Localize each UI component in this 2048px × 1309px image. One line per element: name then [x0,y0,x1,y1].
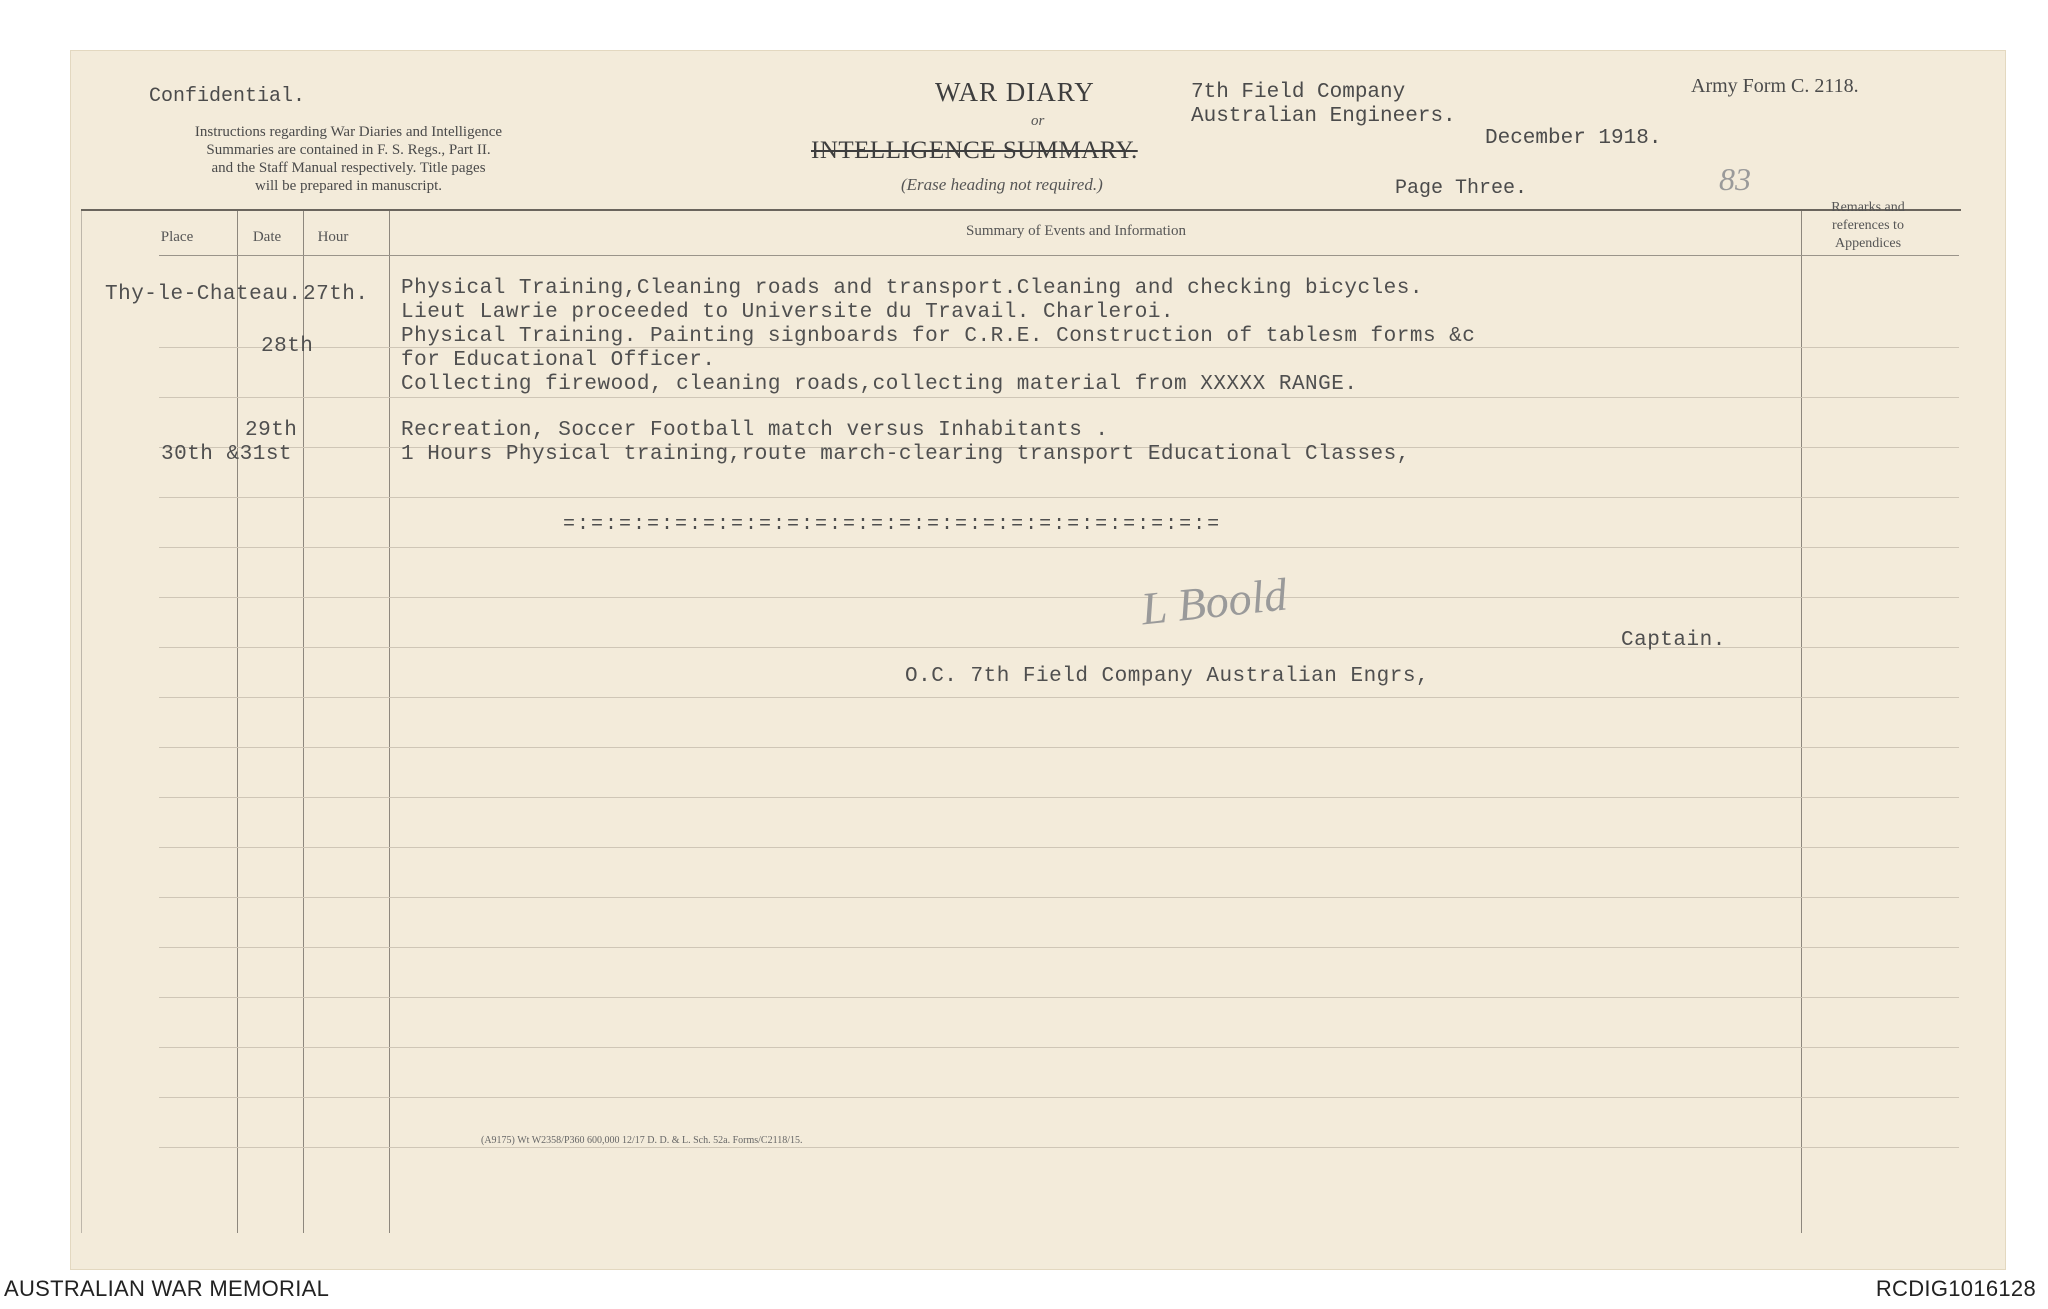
ruled-line [159,747,1959,748]
erase-heading-note: (Erase heading not required.) [901,175,1103,194]
instructions-line: Instructions regarding War Diaries and Intelligence [194,124,503,140]
ruled-line [159,597,1959,598]
column-divider-remarks [1801,211,1802,1233]
ruled-line [159,1097,1959,1098]
entry-text: Physical Training,Cleaning roads and transport.Cleaning and checking bicycles. [401,277,1423,300]
entry-text: for Educational Officer. [401,349,716,372]
title-intelligence-summary: INTELLIGENCE SUMMARY. [811,137,1138,164]
entry-text: Recreation, Soccer Football match versus Inhabitants . [401,419,1109,442]
column-divider-date [237,211,238,1233]
printer-imprint: (A9175) Wt W2358/P360 600,000 12/17 D. D. & L. Sch. 52a. Forms/C2118/15. [481,1135,803,1146]
ruled-line [159,947,1959,948]
entry-date: 30th &31st [161,443,293,466]
ruled-line [159,847,1959,848]
page-label: Page Three. [1395,177,1528,200]
unit-line-1: 7th Field Company [1191,81,1406,104]
unit-line-2: Australian Engineers. [1191,105,1456,128]
ruled-line [159,1147,1959,1148]
column-head-date: Date [252,229,282,245]
entry-date: 27th. [303,283,369,306]
header-rule [81,209,1961,211]
column-head-hour: Hour [317,229,349,245]
ruled-line [159,547,1959,548]
ruled-line [159,1047,1959,1048]
month-label: December 1918. [1485,127,1662,150]
ruled-line [159,997,1959,998]
instructions-line: Summaries are contained in F. S. Regs., Part II. [206,142,491,158]
title-or: or [1031,113,1045,129]
entry-text: Collecting firewood, cleaning roads,collecting material from XXXXX RANGE. [401,373,1358,396]
entry-date: 29th [245,419,298,442]
column-divider-hour [303,211,304,1233]
entry-text: Physical Training. Painting signboards for C.R.E. Construction of tablesm forms &c [401,325,1476,348]
confidential-label: Confidential. [149,85,306,108]
army-form-label: Army Form C. 2118. [1691,75,1859,97]
war-diary-page [70,50,2006,1270]
instructions-line: and the Staff Manual respectively. Title pages [211,160,486,176]
remarks-head-line: references to [1832,218,1904,233]
ruled-line [159,797,1959,798]
ruled-line [159,397,1959,398]
column-head-remarks [1803,199,1933,253]
column-head-summary: Summary of Events and Information [966,223,1186,239]
title-war-diary: WAR DIARY [935,77,1095,107]
footer-archive-id: RCDIG1016128 [1875,1276,2036,1301]
page-number-handwritten: 83 [1719,161,1751,197]
signature-rank: Captain. [1621,629,1726,652]
instructions-block [126,123,571,195]
column-head-place: Place [160,229,194,245]
column-divider-summary [389,211,390,1233]
ruled-line [159,697,1959,698]
ruled-line [159,897,1959,898]
left-border [81,211,82,1233]
remarks-head-line: Remarks and [1831,200,1905,215]
entry-place: Thy-le-Chateau. [105,283,302,306]
entry-text: Lieut Lawrie proceeded to Universite du Travail. Charleroi. [401,301,1175,324]
signature-unit: O.C. 7th Field Company Australian Engrs, [905,665,1430,688]
handwritten-signature: L Boold [1138,568,1290,635]
entry-text: 1 Hours Physical training,route march-clearing transport Educational Classes, [401,443,1410,466]
entry-date: 28th [261,335,314,358]
ruled-line [159,497,1959,498]
typed-separator: =:=:=:=:=:=:=:=:=:=:=:=:=:=:=:=:=:=:=:=:=:=:=:= [563,513,1222,536]
instructions-line: will be prepared in manuscript. [254,178,443,194]
ruled-line [159,255,1959,256]
remarks-head-line: Appendices [1834,236,1902,251]
footer-archive-name: AUSTRALIAN WAR MEMORIAL [4,1276,330,1301]
